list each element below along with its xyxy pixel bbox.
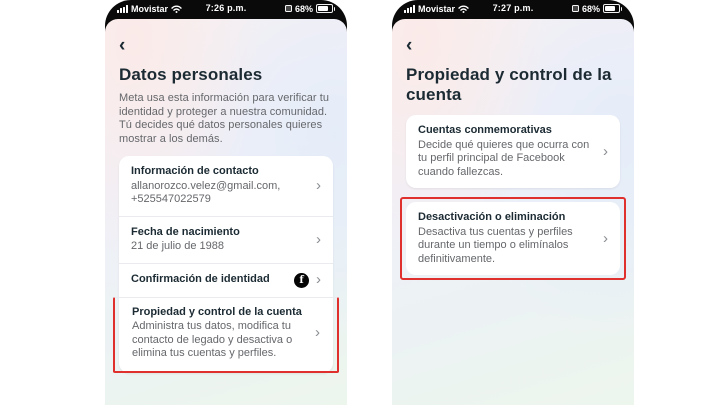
battery-percent-label: 68% bbox=[581, 3, 600, 14]
item-subtitle: Administra tus datos, modifica tu contacto de legado y desactiva o elimina tus cuentas y perfiles. bbox=[132, 320, 293, 359]
battery-percent-label: 68% bbox=[294, 3, 313, 14]
item-title: Desactivación o eliminación bbox=[418, 211, 566, 223]
wifi-icon bbox=[458, 5, 469, 13]
carrier-label: Movistar bbox=[131, 3, 169, 14]
settings-card bbox=[119, 156, 333, 373]
list-item-ownership-control[interactable] bbox=[113, 297, 339, 373]
list-item-identity-confirmation[interactable] bbox=[119, 263, 333, 297]
chevron-right-icon: › bbox=[315, 324, 320, 341]
settings-card bbox=[406, 115, 620, 188]
chevron-right-icon: › bbox=[603, 229, 608, 247]
back-button[interactable]: ‹ bbox=[119, 35, 126, 56]
phone-frame-right bbox=[392, 0, 634, 405]
item-subtitle: Desactiva tus cuentas y perfiles durante un tiempo o elimínalos definitivamente. bbox=[418, 225, 573, 265]
list-item-contact-info[interactable] bbox=[119, 156, 333, 216]
cellular-signal-icon bbox=[117, 5, 128, 13]
chevron-right-icon: › bbox=[316, 271, 321, 288]
list-item-deactivation-deletion[interactable] bbox=[406, 202, 620, 275]
back-button[interactable]: ‹ bbox=[406, 35, 413, 56]
wifi-icon bbox=[171, 5, 182, 13]
list-item-memorialized-accounts[interactable] bbox=[406, 115, 620, 188]
cellular-signal-icon bbox=[404, 5, 415, 13]
red-highlight-box bbox=[400, 197, 626, 280]
battery-icon bbox=[603, 4, 620, 13]
status-square-icon bbox=[285, 5, 292, 12]
status-time: 7:27 p.m. bbox=[492, 3, 534, 13]
battery-icon bbox=[316, 4, 333, 13]
item-title: Propiedad y control de la cuenta bbox=[132, 305, 302, 318]
status-time: 7:26 p.m. bbox=[205, 3, 247, 13]
item-title: Confirmación de identidad bbox=[131, 273, 270, 286]
page-description: Meta usa esta información para verificar tu identidad y proteger a nuestra comunidad. Tú decides qué datos personales quieres mostrar a los demás. bbox=[119, 92, 330, 145]
page-title: Propiedad y control de la cuenta bbox=[406, 65, 612, 104]
status-bar bbox=[105, 0, 347, 19]
phone-frame-left bbox=[105, 0, 347, 405]
carrier-label: Movistar bbox=[418, 3, 456, 14]
item-title: Información de contacto bbox=[131, 165, 259, 177]
chevron-right-icon: › bbox=[603, 142, 608, 160]
item-subtitle: allanorozco.velez@gmail.com, +525547022579 bbox=[131, 179, 281, 205]
page-title: Datos personales bbox=[119, 65, 263, 84]
status-square-icon bbox=[572, 5, 579, 12]
settings-card bbox=[406, 202, 620, 275]
item-subtitle: Decide qué quieres que ocurra con tu perfil principal de Facebook cuando fallezcas. bbox=[418, 138, 590, 178]
status-bar bbox=[392, 0, 634, 19]
list-item-birthdate[interactable] bbox=[119, 216, 333, 263]
item-title: Cuentas conmemorativas bbox=[418, 124, 552, 136]
item-subtitle: 21 de julio de 1988 bbox=[131, 240, 224, 252]
item-title: Fecha de nacimiento bbox=[131, 225, 240, 238]
facebook-icon: f bbox=[294, 273, 309, 288]
chevron-right-icon: › bbox=[316, 176, 321, 194]
screen-ownership-control bbox=[392, 19, 634, 405]
chevron-right-icon: › bbox=[316, 230, 321, 248]
screen-datos-personales bbox=[105, 19, 347, 405]
